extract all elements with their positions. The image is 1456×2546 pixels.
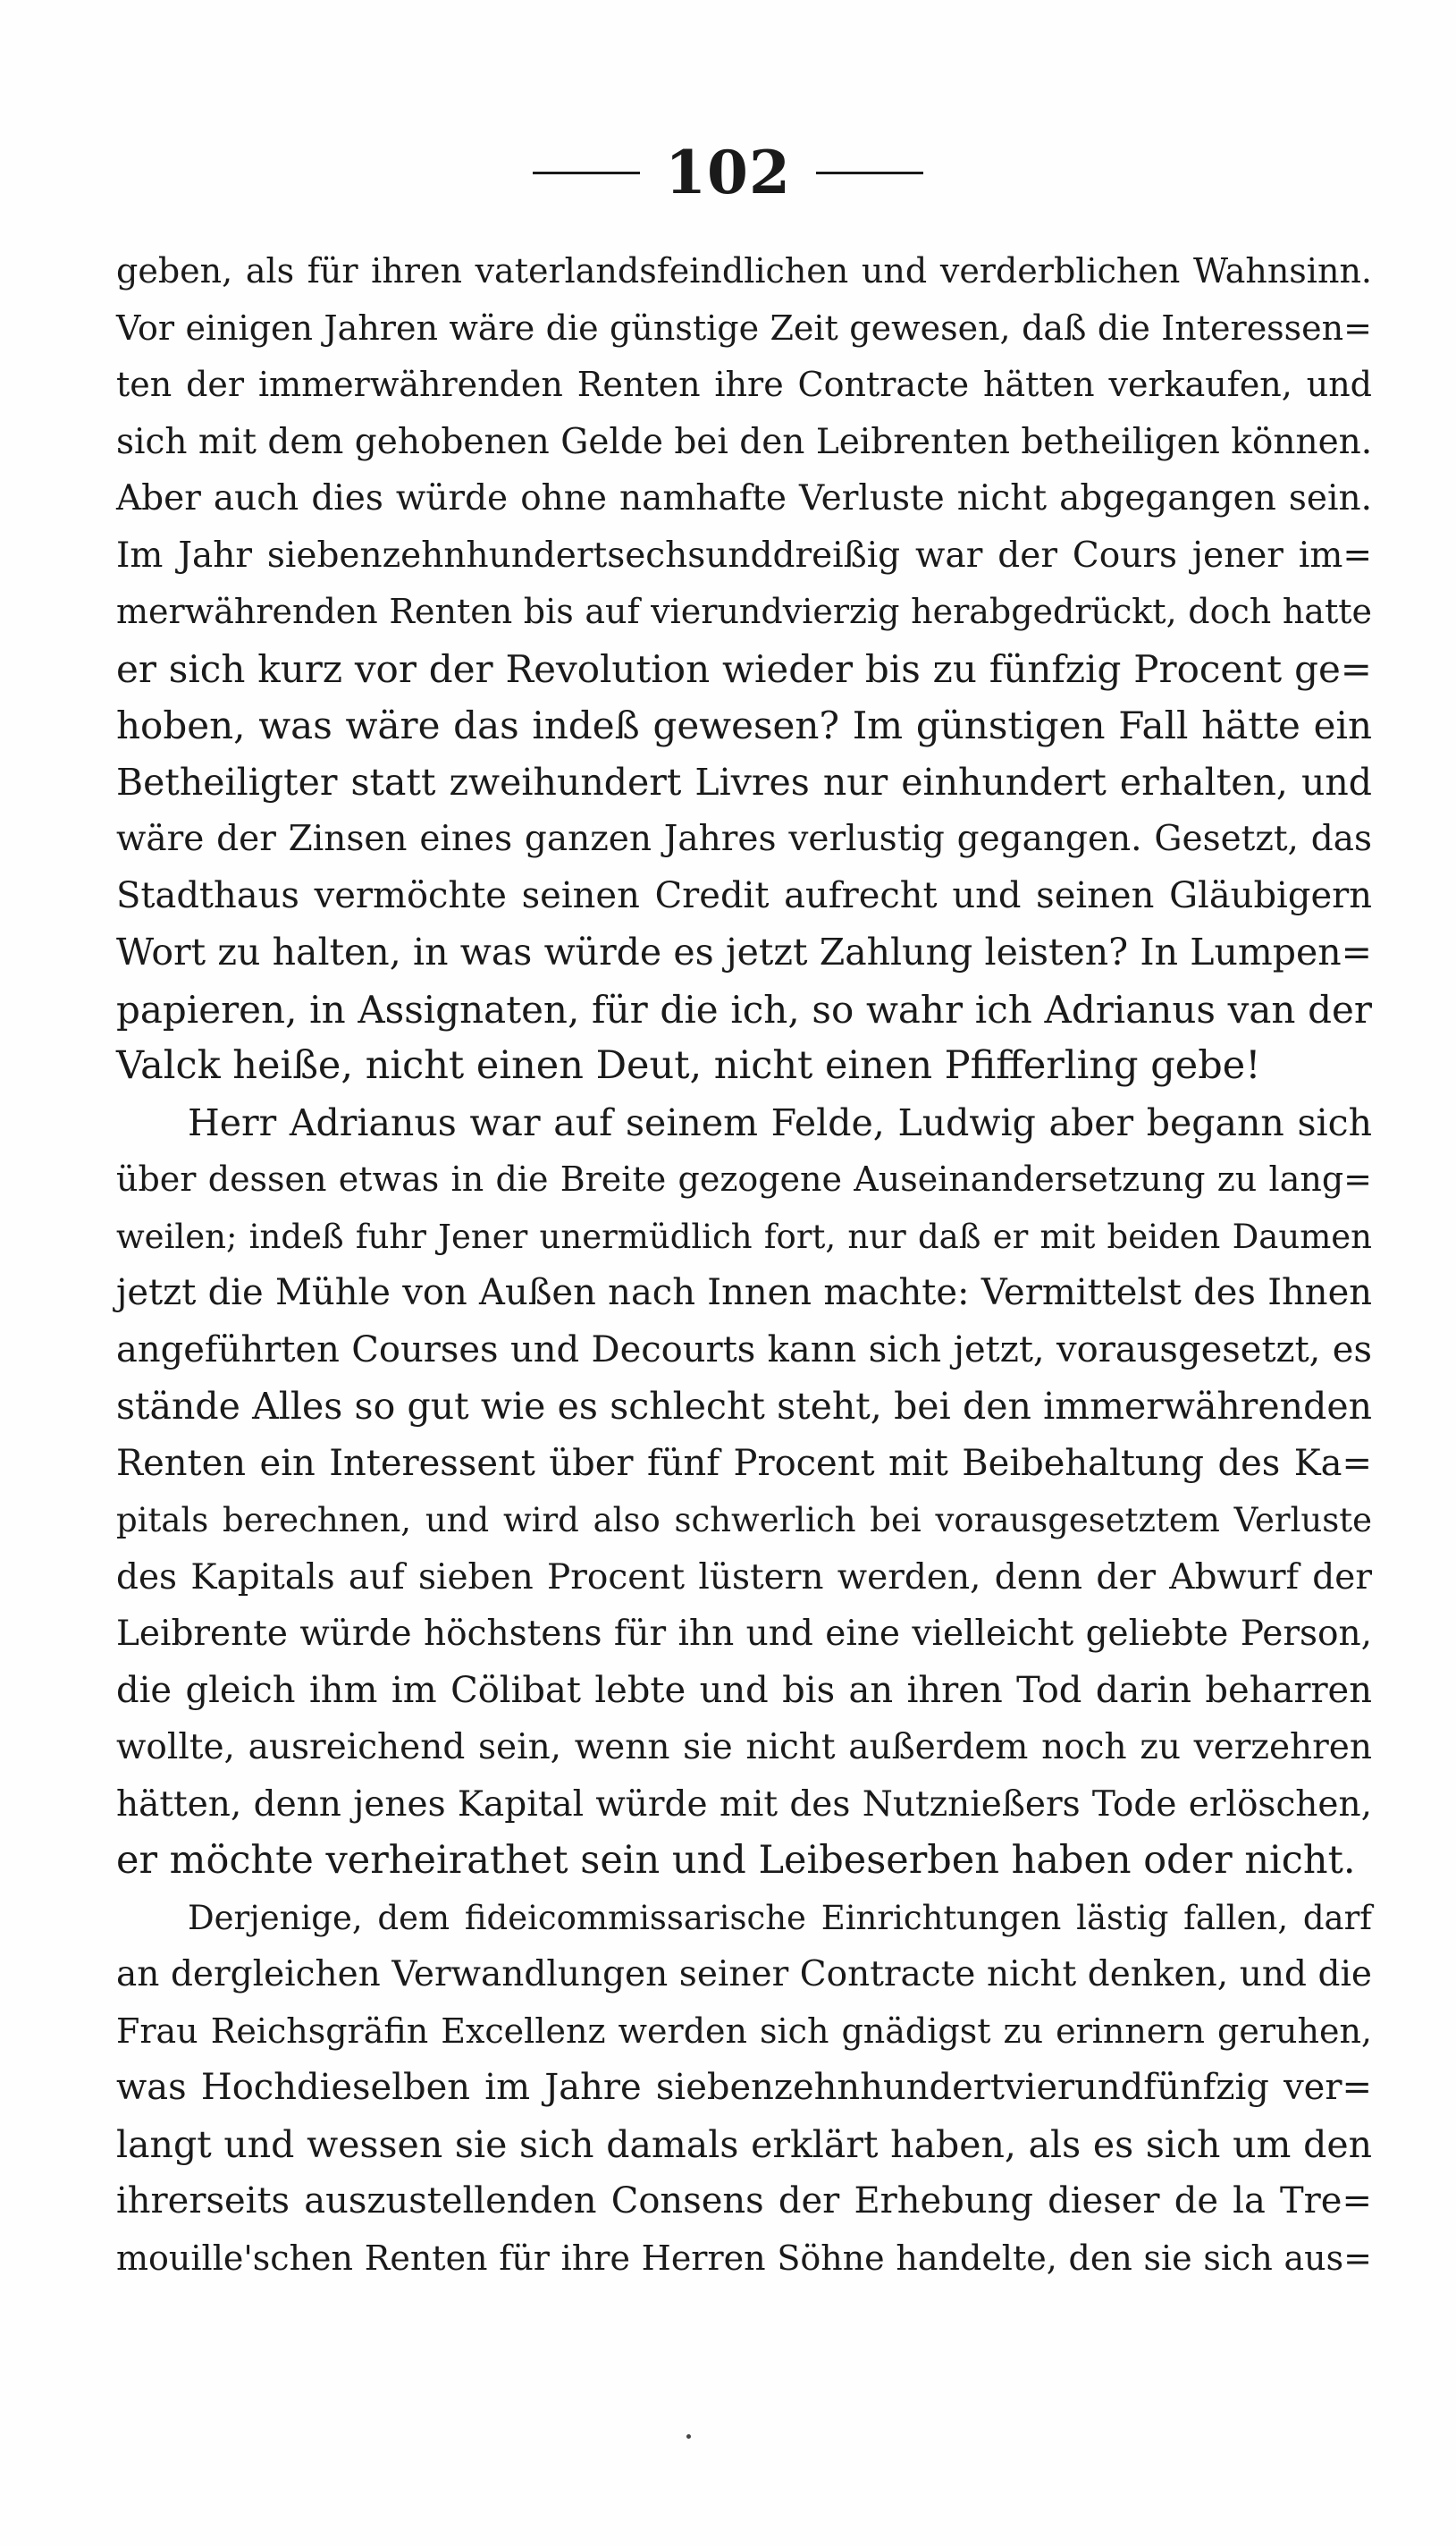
printing-dot (686, 2434, 691, 2439)
text-line: hätten, denn jenes Kapital würde mit des Nutznießers Tode erlöschen, (116, 1783, 1372, 1825)
text-line: Aber auch dies würde ohne namhafte Verluste nicht abgegangen sein. (116, 478, 1372, 518)
text-line: er sich kurz vor der Revolution wieder bis zu fünfzig Procent ge= (116, 646, 1372, 691)
text-line: ten der immerwährenden Renten ihre Contracte hätten verkaufen, und (116, 365, 1372, 404)
text-line: Leibrente würde höchstens für ihn und eine vielleicht geliebte Person, (116, 1614, 1372, 1654)
text-line: Herr Adrianus war auf seinem Felde, Ludwig aber begann sich (188, 1100, 1372, 1144)
text-line: sich mit dem gehobenen Gelde bei den Leibrenten betheiligen können. (116, 421, 1373, 462)
text-line: Im Jahr siebenzehnhundertsechsunddreißig war der Cours jener im= (116, 535, 1372, 576)
text-line: wäre der Zinsen eines ganzen Jahres verlustig gegangen. Gesetzt, das (116, 819, 1372, 859)
text-line: Frau Reichsgräfin Excellenz werden sich gnädigst zu erinnern geruhen, (116, 2011, 1372, 2051)
text-line: jetzt die Mühle von Außen nach Innen machte: Vermittelst des Ihnen (116, 1272, 1372, 1313)
text-line: Derjenige, dem fideicommissarische Einrichtungen lästig fallen, darf (188, 1898, 1372, 1937)
text-line: Betheiligter statt zweihundert Livres nur einhundert erhalten, und (116, 760, 1372, 804)
text-line: geben, als für ihren vaterlandsfeindlichen und verderblichen Wahnsinn. (116, 251, 1372, 291)
text-line: an dergleichen Verwandlungen seiner Contracte nicht denken, und die (116, 1954, 1372, 1994)
text-line: stände Alles so gut wie es schlecht steht, bei den immerwährenden (116, 1385, 1372, 1428)
text-line: pitals berechnen, und wird also schwerlich bei vorausgesetztem Verluste (116, 1501, 1372, 1539)
text-line: Stadthaus vermöchte seinen Credit aufrecht und seinen Gläubigern (116, 874, 1372, 916)
text-line: über dessen etwas in die Breite gezogene Auseinandersetzung zu lang= (116, 1159, 1372, 1199)
text-line: er möchte verheirathet sein und Leibeserben haben oder nicht. (116, 1838, 1356, 1883)
text-line: langt und wessen sie sich damals erklärt haben, als es sich um den (116, 2122, 1372, 2166)
page-header (0, 132, 1456, 213)
text-line: hoben, was wäre das indeß gewesen? Im günstigen Fall hätte ein (116, 704, 1372, 747)
text-line: die gleich ihm im Cölibat lebte und bis an ihren Tod darin beharren (116, 1669, 1372, 1711)
page-number: 102 (665, 138, 791, 207)
text-line: Renten ein Interessent über fünf Procent mit Beibehaltung des Ka= (116, 1442, 1372, 1484)
text-line: merwährenden Renten bis auf vierundvierzig herabgedrückt, doch hatte (116, 592, 1372, 631)
text-line: mouille'schen Renten für ihre Herren Söhne handelte, den sie sich aus= (116, 2238, 1372, 2278)
text-line: Valck heiße, nicht einen Deut, nicht einen Pfifferling gebe! (116, 1043, 1261, 1088)
header-rule-right (816, 172, 923, 174)
text-line: angeführten Courses und Decourts kann sich jetzt, vorausgesetzt, es (116, 1328, 1372, 1370)
text-line: Wort zu halten, in was würde es jetzt Zahlung leisten? In Lumpen= (116, 931, 1372, 974)
text-line: ihrerseits auszustellenden Consens der Erhebung dieser de la Tre= (116, 2180, 1372, 2221)
body-text (116, 243, 1372, 2287)
text-line: papieren, in Assignaten, für die ich, so wahr ich Adrianus van der (116, 987, 1372, 1032)
text-line: wollte, ausreichend sein, wenn sie nicht außerdem noch zu verzehren (116, 1727, 1372, 1767)
text-line: des Kapitals auf sieben Procent lüstern werden, denn der Abwurf der (116, 1556, 1372, 1598)
text-line: Vor einigen Jahren wäre die günstige Zeit gewesen, daß die Interessen= (116, 308, 1372, 348)
text-line: was Hochdieselben im Jahre siebenzehnhundertvierundfünfzig ver= (116, 2067, 1372, 2108)
header-rule-left (533, 172, 640, 174)
text-line: weilen; indeß fuhr Jener unermüdlich fort, nur daß er mit beiden Daumen (116, 1217, 1372, 1256)
